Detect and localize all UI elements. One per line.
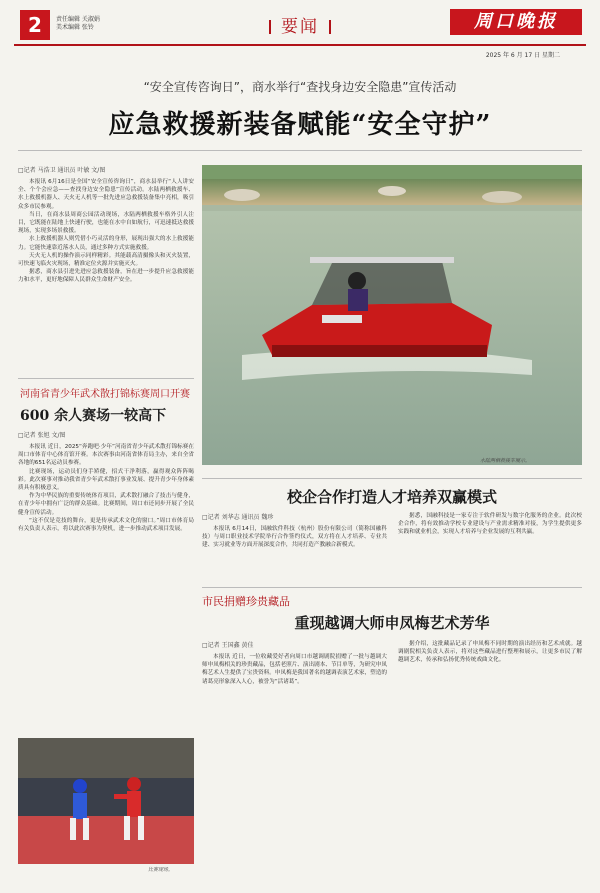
masthead-rule (14, 44, 586, 46)
lead-kicker: “安全宣传咨询日”，商水举行“查找身边安全隐患”宣传活动 (143, 80, 457, 94)
story2-paragraph: “这不仅是竞技的舞台，更是传承武术文化的窗口。”周口市体育局有关负责人表示，将以此次赛事为契机，进一步推动武术项目发展。 (18, 517, 194, 533)
divider (202, 587, 582, 588)
story3-col1 (202, 512, 387, 550)
story4-col2 (398, 640, 582, 665)
story4-col1 (202, 640, 387, 686)
story4-paragraph: 本报讯 近日，一位收藏爱好者向周口市越调剧院捐赠了一批与越调大师申凤梅相关的珍贵藏品，包括老照片、演出剧本、节目单等，为研究申凤梅艺术人生提供了宝贵资料。申凤梅是我国著名的越调表演艺术家，塑造的诸葛亮形象深入人心，被誉为“活诸葛”。 (202, 654, 387, 685)
sanda-match-photo (18, 738, 194, 864)
lead-paragraph: 天火无人机的操作演示同样精彩。其能载高清摄像头和灭火装置，可快速飞临火灾现场，精准定位火源并实施灭火。 (18, 252, 194, 268)
issue-date: 2025 年 6 月 17 日 星期二 (485, 52, 560, 59)
editors-credit: 责任编辑 关淑娟 美术编辑 张铃 (56, 16, 100, 31)
lead-paragraph: 当日，在商水县周商公园活动现场，水陆两栖救援车格外引人注目，它既能在陆地上快速行驶，也能在水中自如航行，可迅速抵达救援现场，实现多场景救援。 (18, 211, 194, 235)
story4-paragraph: 据介绍，这批藏品记录了申凤梅不同时期的演出经历和艺术成就。越调剧院相关负责人表示，将对这些藏品进行整理和展示，让更多市民了解越调艺术，传承和弘扬优秀传统戏曲文化。 (398, 641, 582, 664)
page-number: 2 (20, 10, 50, 40)
story2-byline: □记者 张旭 文/图 (18, 432, 66, 439)
story4-kicker: 市民捐赠珍贵藏品 (202, 595, 290, 608)
story2-body (18, 430, 194, 533)
story3-paragraph: 本报讯 6月14日，国融软件科技（杭州）股份有限公司（简称国融科技）与周口职业技术学院举行合作签约仪式，双方将在人才培养、专业共建、实习就业等方面开展深度合作，共同打造产教融合新模式。 (202, 526, 387, 549)
lead-body (18, 165, 194, 285)
newspaper-logo: 周口晚报 (450, 9, 582, 35)
section-title: 要闻 (0, 12, 600, 37)
story3-paragraph: 据悉，国融科技是一家专注于软件研发与数字化服务的企业。此次校企合作，将有效推动学校专业建设与产业需求精准对接，为学生提供更多实践和就业机会，实现人才培养与企业发展的互利共赢。 (398, 513, 582, 536)
lead-paragraph: 据悉，商水县引进先进应急救援装备，旨在进一步提升应急救援能力和水平，更好地保障人民群众生命财产安全。 (18, 269, 194, 284)
story2-paragraph: 本报讯 近日，2025“奔跑吧·少年”河南省青少年武术散打锦标赛在周口市体育中心体育馆开赛。本次赛事由河南省体育局主办，来自全省各地的651名运动员参赛。 (18, 444, 194, 467)
story2-paragraph: 比赛现场，运动员们身手矫健，招式干净利落，赢得观众阵阵喝彩。此次赛事对推动我省青少年武术散打事业发展、提升青少年身体素质具有积极意义。 (18, 468, 194, 492)
divider (18, 150, 582, 151)
story3-headline: 校企合作打造人才培养双赢模式 (286, 488, 497, 506)
story2-paragraph: 作为中华民族的重要传统体育项目，武术散打融合了技击与健身，在青少年中拥有广泛的群众基础。比赛期间，周口市还同步开展了全民健身宣传活动。 (18, 493, 194, 516)
rescue-vehicle-photo (202, 165, 582, 465)
story3-byline: □记者 刘华志 通讯员 魏珍 (202, 514, 274, 521)
story3-col2 (398, 512, 582, 537)
lead-headline: 应急救援新装备赋能“安全守护” (108, 110, 492, 140)
lead-paragraph: 水上救援机器人则凭借小巧灵活的身形，展现出强大的水上救援能力。它能快速靠近落水人员，通过多种方式实施救援。 (18, 236, 194, 251)
photo-caption: 水陆两栖救援车展示。 (480, 458, 531, 464)
divider (202, 478, 582, 479)
divider (18, 378, 194, 379)
story2-headline: 600 余人赛场一较高下 (20, 408, 167, 424)
story2-kicker: 河南省青少年武术散打锦标赛周口开赛 (20, 389, 190, 400)
story4-byline: □记者 王国鑫 黄佳 (202, 642, 254, 649)
story4-headline: 重现越调大师申凤梅艺术芳华 (294, 614, 490, 632)
lead-byline: □记者 马浩卫 通讯员 叶敏 文/图 (18, 167, 106, 174)
photo-caption: 比赛现场。 (148, 867, 174, 873)
lead-paragraph: 本报讯 6月16日是全国“安全宣传咨询日”，商水县举行“人人讲安全、个个会应急——查找身边安全隐患”宣传活动。水陆两栖救援车、水上救援机器人、天火无人机等一批先进应急救援装备集中亮相，吸引众多市民参观。 (18, 179, 194, 210)
